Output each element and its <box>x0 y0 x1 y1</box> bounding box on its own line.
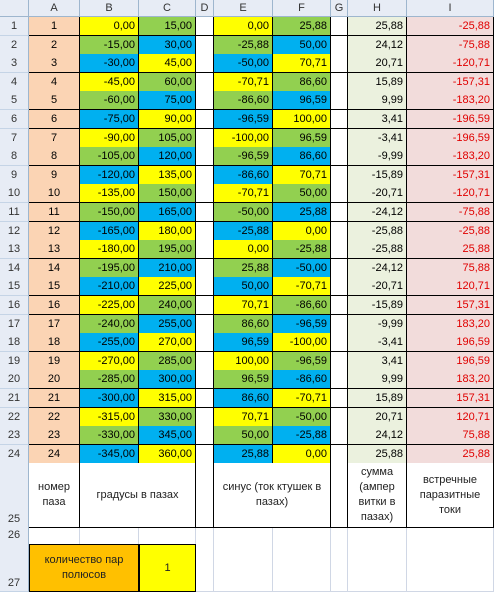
cell-i23[interactable]: 75,88 <box>407 426 494 445</box>
row-header-8[interactable]: 8 <box>0 147 29 166</box>
header-cell-slot-number[interactable]: номер паза <box>29 463 80 528</box>
cell-g18[interactable] <box>331 333 348 352</box>
cell-b24[interactable]: -345,00 <box>80 445 139 464</box>
row-header-26[interactable]: 26 <box>0 527 29 545</box>
cell-e12[interactable]: -25,88 <box>214 222 273 241</box>
cell-c22[interactable]: 330,00 <box>139 408 196 427</box>
cell-c26[interactable] <box>139 527 196 545</box>
cell-h26[interactable] <box>348 527 407 545</box>
cell-c1[interactable]: 15,00 <box>139 17 196 36</box>
cell-a5[interactable]: 5 <box>29 91 80 110</box>
cell-h14[interactable]: -24,12 <box>348 259 407 278</box>
cell-d1[interactable] <box>196 17 214 36</box>
cell-a4[interactable]: 4 <box>29 73 80 92</box>
cell-b10[interactable]: -135,00 <box>80 184 139 203</box>
cell-d2[interactable] <box>196 36 214 55</box>
cell-h6[interactable]: 3,41 <box>348 110 407 129</box>
cell-c7[interactable]: 105,00 <box>139 129 196 148</box>
cell-f15[interactable]: -70,71 <box>273 277 331 296</box>
cell-d18[interactable] <box>196 333 214 352</box>
cell-h11[interactable]: -24,12 <box>348 203 407 222</box>
cell-i13[interactable]: 25,88 <box>407 240 494 259</box>
cell-h18[interactable]: -3,41 <box>348 333 407 352</box>
cell-i5[interactable]: -183,20 <box>407 91 494 110</box>
cell-g1[interactable] <box>331 17 348 36</box>
cell-f27[interactable] <box>273 544 331 592</box>
row-header-25[interactable]: 25 <box>0 463 29 528</box>
cell-d20[interactable] <box>196 370 214 389</box>
row-header-23[interactable]: 23 <box>0 426 29 445</box>
cell-a18[interactable]: 18 <box>29 333 80 352</box>
row-header-17[interactable]: 17 <box>0 315 29 334</box>
cell-g12[interactable] <box>331 222 348 241</box>
cell-g7[interactable] <box>331 129 348 148</box>
row-header-2[interactable]: 2 <box>0 36 29 55</box>
cell-e7[interactable]: -100,00 <box>214 129 273 148</box>
cell-g23[interactable] <box>331 426 348 445</box>
row-header-24[interactable]: 24 <box>0 445 29 464</box>
cell-d14[interactable] <box>196 259 214 278</box>
cell-h5[interactable]: 9,99 <box>348 91 407 110</box>
cell-d19[interactable] <box>196 352 214 371</box>
cell-f24[interactable]: 0,00 <box>273 445 331 464</box>
cell-g6[interactable] <box>331 110 348 129</box>
row-header-12[interactable]: 12 <box>0 222 29 241</box>
cell-c13[interactable]: 195,00 <box>139 240 196 259</box>
cell-a24[interactable]: 24 <box>29 445 80 464</box>
cell-e6[interactable]: -96,59 <box>214 110 273 129</box>
cell-b9[interactable]: -120,00 <box>80 166 139 185</box>
cell-b12[interactable]: -165,00 <box>80 222 139 241</box>
cell-d13[interactable] <box>196 240 214 259</box>
cell-e17[interactable]: 86,60 <box>214 315 273 334</box>
cell-h15[interactable]: -20,71 <box>348 277 407 296</box>
cell-a6[interactable]: 6 <box>29 110 80 129</box>
cell-a2[interactable]: 2 <box>29 36 80 55</box>
column-header-f[interactable]: F <box>273 0 331 17</box>
cell-i7[interactable]: -196,59 <box>407 129 494 148</box>
cell-i10[interactable]: -120,71 <box>407 184 494 203</box>
cell-d9[interactable] <box>196 166 214 185</box>
cell-i2[interactable]: -75,88 <box>407 36 494 55</box>
cell-e13[interactable]: 0,00 <box>214 240 273 259</box>
cell-f10[interactable]: 50,00 <box>273 184 331 203</box>
header-cell-sine[interactable]: синус (ток ктушек в пазах) <box>214 463 331 528</box>
cell-g14[interactable] <box>331 259 348 278</box>
cell-a7[interactable]: 7 <box>29 129 80 148</box>
cell-g27[interactable] <box>331 544 348 592</box>
cell-c4[interactable]: 60,00 <box>139 73 196 92</box>
cell-e23[interactable]: 50,00 <box>214 426 273 445</box>
cell-e4[interactable]: -70,71 <box>214 73 273 92</box>
cell-c24[interactable]: 360,00 <box>139 445 196 464</box>
cell-f16[interactable]: -86,60 <box>273 296 331 315</box>
cell-h21[interactable]: 15,89 <box>348 389 407 408</box>
cell-e20[interactable]: 96,59 <box>214 370 273 389</box>
cell-i21[interactable]: 157,31 <box>407 389 494 408</box>
cell-a15[interactable]: 15 <box>29 277 80 296</box>
row-header-16[interactable]: 16 <box>0 296 29 315</box>
cell-g16[interactable] <box>331 296 348 315</box>
cell-h16[interactable]: -15,89 <box>348 296 407 315</box>
cell-b22[interactable]: -315,00 <box>80 408 139 427</box>
cell-a23[interactable]: 23 <box>29 426 80 445</box>
cell-i8[interactable]: -183,20 <box>407 147 494 166</box>
cell-f22[interactable]: -50,00 <box>273 408 331 427</box>
cell-f20[interactable]: -86,60 <box>273 370 331 389</box>
cell-c9[interactable]: 135,00 <box>139 166 196 185</box>
cell-g26[interactable] <box>331 527 348 545</box>
cell-a20[interactable]: 20 <box>29 370 80 389</box>
header-cell-degrees[interactable]: градусы в пазах <box>80 463 196 528</box>
cell-b19[interactable]: -270,00 <box>80 352 139 371</box>
cell-b1[interactable]: 0,00 <box>80 17 139 36</box>
cell-b13[interactable]: -180,00 <box>80 240 139 259</box>
cell-f8[interactable]: 86,60 <box>273 147 331 166</box>
cell-i18[interactable]: 196,59 <box>407 333 494 352</box>
cell-f13[interactable]: -25,88 <box>273 240 331 259</box>
cell-f7[interactable]: 96,59 <box>273 129 331 148</box>
row-header-21[interactable]: 21 <box>0 389 29 408</box>
cell-g21[interactable] <box>331 389 348 408</box>
row-header-1[interactable]: 1 <box>0 17 29 36</box>
row-header-3[interactable]: 3 <box>0 54 29 73</box>
cell-f6[interactable]: 100,00 <box>273 110 331 129</box>
cell-f12[interactable]: 0,00 <box>273 222 331 241</box>
cell-h27[interactable] <box>348 544 407 592</box>
cell-g9[interactable] <box>331 166 348 185</box>
cell-h17[interactable]: -9,99 <box>348 315 407 334</box>
row-header-15[interactable]: 15 <box>0 277 29 296</box>
cell-d7[interactable] <box>196 129 214 148</box>
cell-g8[interactable] <box>331 147 348 166</box>
cell-f19[interactable]: -96,59 <box>273 352 331 371</box>
cell-d22[interactable] <box>196 408 214 427</box>
cell-a16[interactable]: 16 <box>29 296 80 315</box>
row-header-4[interactable]: 4 <box>0 73 29 92</box>
pole-pairs-value[interactable]: 1 <box>139 544 196 592</box>
cell-h1[interactable]: 25,88 <box>348 17 407 36</box>
cell-c17[interactable]: 255,00 <box>139 315 196 334</box>
cell-e22[interactable]: 70,71 <box>214 408 273 427</box>
cell-d11[interactable] <box>196 203 214 222</box>
cell-f4[interactable]: 86,60 <box>273 73 331 92</box>
cell-f5[interactable]: 96,59 <box>273 91 331 110</box>
cell-b5[interactable]: -60,00 <box>80 91 139 110</box>
cell-b23[interactable]: -330,00 <box>80 426 139 445</box>
row-header-5[interactable]: 5 <box>0 91 29 110</box>
cell-g4[interactable] <box>331 73 348 92</box>
cell-c15[interactable]: 225,00 <box>139 277 196 296</box>
cell-c23[interactable]: 345,00 <box>139 426 196 445</box>
cell-e15[interactable]: 50,00 <box>214 277 273 296</box>
cell-d16[interactable] <box>196 296 214 315</box>
cell-h2[interactable]: 24,12 <box>348 36 407 55</box>
cell-h23[interactable]: 24,12 <box>348 426 407 445</box>
cell-f18[interactable]: -100,00 <box>273 333 331 352</box>
cell-c19[interactable]: 285,00 <box>139 352 196 371</box>
cell-a12[interactable]: 12 <box>29 222 80 241</box>
header-cell-sum[interactable]: сумма (ампер витки в пазах) <box>348 463 407 528</box>
cell-i19[interactable]: 196,59 <box>407 352 494 371</box>
cell-a13[interactable]: 13 <box>29 240 80 259</box>
column-header-d[interactable]: D <box>196 0 214 17</box>
cell-c14[interactable]: 210,00 <box>139 259 196 278</box>
cell-f2[interactable]: 50,00 <box>273 36 331 55</box>
cell-c2[interactable]: 30,00 <box>139 36 196 55</box>
cell-f3[interactable]: 70,71 <box>273 54 331 73</box>
cell-h13[interactable]: -25,88 <box>348 240 407 259</box>
cell-g2[interactable] <box>331 36 348 55</box>
cell-d26[interactable] <box>196 527 214 545</box>
cell-g19[interactable] <box>331 352 348 371</box>
cell-b16[interactable]: -225,00 <box>80 296 139 315</box>
cell-i9[interactable]: -157,31 <box>407 166 494 185</box>
cell-b6[interactable]: -75,00 <box>80 110 139 129</box>
header-cell-empty-d[interactable] <box>196 463 214 528</box>
column-header-c[interactable]: C <box>139 0 196 17</box>
cell-f23[interactable]: -25,88 <box>273 426 331 445</box>
row-header-13[interactable]: 13 <box>0 240 29 259</box>
cell-d15[interactable] <box>196 277 214 296</box>
cell-a10[interactable]: 10 <box>29 184 80 203</box>
cell-c21[interactable]: 315,00 <box>139 389 196 408</box>
cell-g13[interactable] <box>331 240 348 259</box>
cell-b2[interactable]: -15,00 <box>80 36 139 55</box>
row-header-9[interactable]: 9 <box>0 166 29 185</box>
cell-a11[interactable]: 11 <box>29 203 80 222</box>
cell-g11[interactable] <box>331 203 348 222</box>
cell-c12[interactable]: 180,00 <box>139 222 196 241</box>
cell-c18[interactable]: 270,00 <box>139 333 196 352</box>
cell-c10[interactable]: 150,00 <box>139 184 196 203</box>
cell-e3[interactable]: -50,00 <box>214 54 273 73</box>
cell-f1[interactable]: 25,88 <box>273 17 331 36</box>
cell-d5[interactable] <box>196 91 214 110</box>
cell-a14[interactable]: 14 <box>29 259 80 278</box>
cell-c8[interactable]: 120,00 <box>139 147 196 166</box>
cell-g3[interactable] <box>331 54 348 73</box>
cell-i4[interactable]: -157,31 <box>407 73 494 92</box>
cell-d27[interactable] <box>196 544 214 592</box>
cell-e11[interactable]: -50,00 <box>214 203 273 222</box>
cell-c3[interactable]: 45,00 <box>139 54 196 73</box>
cell-i27[interactable] <box>407 544 494 592</box>
header-cell-empty-g[interactable] <box>331 463 348 528</box>
cell-d10[interactable] <box>196 184 214 203</box>
cell-h19[interactable]: 3,41 <box>348 352 407 371</box>
cell-a26[interactable] <box>29 527 80 545</box>
cell-e21[interactable]: 86,60 <box>214 389 273 408</box>
cell-f9[interactable]: 70,71 <box>273 166 331 185</box>
cell-e24[interactable]: 25,88 <box>214 445 273 464</box>
cell-i17[interactable]: 183,20 <box>407 315 494 334</box>
cell-e8[interactable]: -96,59 <box>214 147 273 166</box>
cell-a1[interactable]: 1 <box>29 17 80 36</box>
cell-b3[interactable]: -30,00 <box>80 54 139 73</box>
row-header-20[interactable]: 20 <box>0 370 29 389</box>
row-header-22[interactable]: 22 <box>0 408 29 427</box>
cell-f21[interactable]: -70,71 <box>273 389 331 408</box>
cell-c16[interactable]: 240,00 <box>139 296 196 315</box>
cell-h24[interactable]: 25,88 <box>348 445 407 464</box>
cell-g22[interactable] <box>331 408 348 427</box>
cell-h20[interactable]: 9,99 <box>348 370 407 389</box>
select-all-corner[interactable] <box>0 0 29 17</box>
cell-e10[interactable]: -70,71 <box>214 184 273 203</box>
cell-b11[interactable]: -150,00 <box>80 203 139 222</box>
cell-a19[interactable]: 19 <box>29 352 80 371</box>
cell-e16[interactable]: 70,71 <box>214 296 273 315</box>
cell-i16[interactable]: 157,31 <box>407 296 494 315</box>
column-header-e[interactable]: E <box>214 0 273 17</box>
cell-b17[interactable]: -240,00 <box>80 315 139 334</box>
cell-i6[interactable]: -196,59 <box>407 110 494 129</box>
row-header-11[interactable]: 11 <box>0 203 29 222</box>
cell-b14[interactable]: -195,00 <box>80 259 139 278</box>
cell-h12[interactable]: -25,88 <box>348 222 407 241</box>
row-header-6[interactable]: 6 <box>0 110 29 129</box>
column-header-a[interactable]: A <box>29 0 80 17</box>
cell-d12[interactable] <box>196 222 214 241</box>
cell-d24[interactable] <box>196 445 214 464</box>
cell-i1[interactable]: -25,88 <box>407 17 494 36</box>
cell-f26[interactable] <box>273 527 331 545</box>
cell-e9[interactable]: -86,60 <box>214 166 273 185</box>
cell-i3[interactable]: -120,71 <box>407 54 494 73</box>
cell-b15[interactable]: -210,00 <box>80 277 139 296</box>
cell-b7[interactable]: -90,00 <box>80 129 139 148</box>
cell-a9[interactable]: 9 <box>29 166 80 185</box>
cell-i24[interactable]: 25,88 <box>407 445 494 464</box>
cell-g15[interactable] <box>331 277 348 296</box>
row-header-19[interactable]: 19 <box>0 352 29 371</box>
cell-g20[interactable] <box>331 370 348 389</box>
cell-b8[interactable]: -105,00 <box>80 147 139 166</box>
cell-a17[interactable]: 17 <box>29 315 80 334</box>
cell-f14[interactable]: -50,00 <box>273 259 331 278</box>
cell-d4[interactable] <box>196 73 214 92</box>
cell-d17[interactable] <box>196 315 214 334</box>
cell-h4[interactable]: 15,89 <box>348 73 407 92</box>
cell-e1[interactable]: 0,00 <box>214 17 273 36</box>
cell-a21[interactable]: 21 <box>29 389 80 408</box>
cell-h9[interactable]: -15,89 <box>348 166 407 185</box>
cell-c5[interactable]: 75,00 <box>139 91 196 110</box>
row-header-10[interactable]: 10 <box>0 184 29 203</box>
cell-c6[interactable]: 90,00 <box>139 110 196 129</box>
cell-d8[interactable] <box>196 147 214 166</box>
pole-pairs-label[interactable]: количество пар полюсов <box>29 544 139 592</box>
cell-e19[interactable]: 100,00 <box>214 352 273 371</box>
row-header-27[interactable]: 27 <box>0 544 29 592</box>
cell-d23[interactable] <box>196 426 214 445</box>
cell-b20[interactable]: -285,00 <box>80 370 139 389</box>
row-header-14[interactable]: 14 <box>0 259 29 278</box>
cell-e5[interactable]: -86,60 <box>214 91 273 110</box>
cell-h8[interactable]: -9,99 <box>348 147 407 166</box>
cell-c11[interactable]: 165,00 <box>139 203 196 222</box>
cell-i26[interactable] <box>407 527 494 545</box>
cell-i22[interactable]: 120,71 <box>407 408 494 427</box>
cell-e26[interactable] <box>214 527 273 545</box>
cell-e14[interactable]: 25,88 <box>214 259 273 278</box>
cell-b21[interactable]: -300,00 <box>80 389 139 408</box>
row-header-18[interactable]: 18 <box>0 333 29 352</box>
cell-h7[interactable]: -3,41 <box>348 129 407 148</box>
cell-a22[interactable]: 22 <box>29 408 80 427</box>
cell-e27[interactable] <box>214 544 273 592</box>
cell-g17[interactable] <box>331 315 348 334</box>
column-header-h[interactable]: H <box>348 0 407 17</box>
cell-i12[interactable]: -25,88 <box>407 222 494 241</box>
row-header-7[interactable]: 7 <box>0 129 29 148</box>
cell-g10[interactable] <box>331 184 348 203</box>
cell-f11[interactable]: 25,88 <box>273 203 331 222</box>
cell-i20[interactable]: 183,20 <box>407 370 494 389</box>
header-cell-counter-currents[interactable]: встречные паразитные токи <box>407 463 494 528</box>
cell-h10[interactable]: -20,71 <box>348 184 407 203</box>
cell-b26[interactable] <box>80 527 139 545</box>
cell-d21[interactable] <box>196 389 214 408</box>
column-header-i[interactable]: I <box>407 0 494 17</box>
cell-b4[interactable]: -45,00 <box>80 73 139 92</box>
cell-e18[interactable]: 96,59 <box>214 333 273 352</box>
cell-b18[interactable]: -255,00 <box>80 333 139 352</box>
cell-a8[interactable]: 8 <box>29 147 80 166</box>
cell-a3[interactable]: 3 <box>29 54 80 73</box>
cell-c20[interactable]: 300,00 <box>139 370 196 389</box>
cell-i15[interactable]: 120,71 <box>407 277 494 296</box>
column-header-b[interactable]: B <box>80 0 139 17</box>
cell-g24[interactable] <box>331 445 348 464</box>
cell-h22[interactable]: 20,71 <box>348 408 407 427</box>
cell-d6[interactable] <box>196 110 214 129</box>
cell-d3[interactable] <box>196 54 214 73</box>
cell-g5[interactable] <box>331 91 348 110</box>
cell-f17[interactable]: -96,59 <box>273 315 331 334</box>
column-header-g[interactable]: G <box>331 0 348 17</box>
cell-i14[interactable]: 75,88 <box>407 259 494 278</box>
cell-i11[interactable]: -75,88 <box>407 203 494 222</box>
cell-h3[interactable]: 20,71 <box>348 54 407 73</box>
cell-e2[interactable]: -25,88 <box>214 36 273 55</box>
